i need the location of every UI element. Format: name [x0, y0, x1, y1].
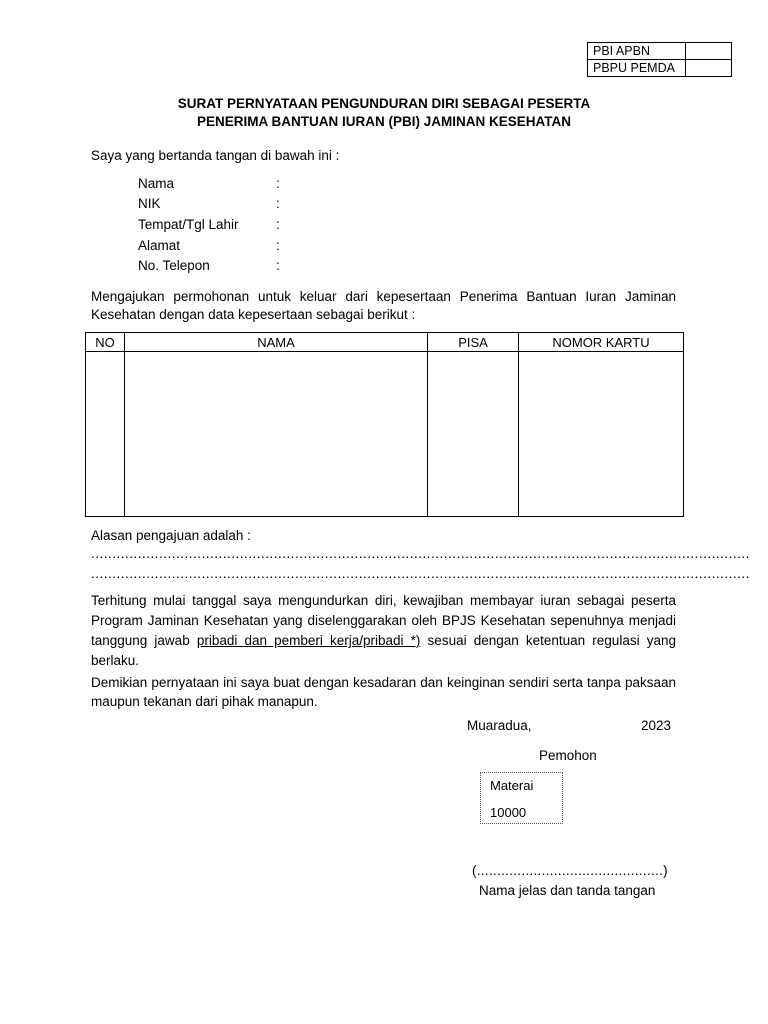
column-header-pisa: PISA [428, 333, 519, 352]
program-type-box [587, 42, 732, 77]
program-label: PBPU PEMDA [588, 60, 686, 77]
obligation-text: sesuai dengan ketentuan regulasi yang berlaku. [91, 633, 676, 668]
field-colon: : [276, 176, 280, 191]
table-cell-no[interactable] [86, 352, 125, 517]
document-title-line-2: PENERIMA BANTUAN IURAN (PBI) JAMINAN KESEHATAN [197, 114, 571, 129]
column-header-nomor-kartu: NOMOR KARTU [519, 333, 684, 352]
field-colon: : [276, 196, 280, 211]
materai-label: Materai [490, 778, 534, 793]
signature-name-line[interactable]: (..............................................) [472, 863, 668, 878]
reason-line-1[interactable]: ........................................................................................................................................................... [91, 546, 750, 561]
obligation-underlined-text: pribadi dan pemberi kerja/pribadi *) [196, 633, 421, 648]
field-colon: : [276, 238, 280, 253]
table-row [86, 352, 684, 517]
signature-year: 2023 [641, 718, 672, 733]
table-cell-nama[interactable] [125, 352, 428, 517]
program-checkbox[interactable] [686, 60, 732, 77]
table-header-row [86, 333, 684, 352]
table-cell-nomor-kartu[interactable] [519, 352, 684, 517]
field-label-ttl: Tempat/Tgl Lahir [138, 217, 239, 232]
table-cell-pisa[interactable] [428, 352, 519, 517]
reason-label: Alasan pengajuan adalah : [91, 528, 251, 543]
closing-paragraph: Demikian pernyataan ini saya buat dengan kesadaran dan keinginan sendiri serta tanpa paksaan maupun tekanan dari pihak manapun. [91, 675, 676, 709]
column-header-no: NO [86, 333, 125, 352]
program-row-pbpu-pemda [588, 60, 732, 77]
membership-data-table [85, 332, 684, 517]
signature-role: Pemohon [539, 748, 597, 763]
field-label-nik: NIK [138, 196, 161, 211]
field-label-nama: Nama [138, 176, 175, 191]
signature-place: Muaradua, [467, 718, 532, 733]
request-paragraph: Mengajukan permohonan untuk keluar dari kepesertaan Penerima Bantuan Iuran Jaminan Kesehatan dengan data kepesertaan sebagai berikut : [91, 289, 676, 322]
signature-caption: Nama jelas dan tanda tangan [479, 883, 656, 898]
field-label-alamat: Alamat [138, 238, 181, 253]
obligation-paragraph [91, 591, 676, 671]
program-checkbox[interactable] [686, 43, 732, 60]
obligation-text: Terhitung mulai tanggal saya mengundurkan diri, kewajiban membayar iuran sebagai peserta Program Jaminan Kesehatan yang diselenggarakan oleh BPJS Kesehatan sepenuhnya menjadi tanggung jawab [91, 593, 676, 648]
materai-stamp-box [480, 772, 563, 824]
materai-value: 10000 [490, 805, 527, 820]
program-label: PBI APBN [588, 43, 686, 60]
document-title-line-1: SURAT PERNYATAAN PENGUNDURAN DIRI SEBAGAI PESERTA [177, 96, 591, 111]
field-colon: : [276, 217, 280, 232]
reason-line-2[interactable]: ........................................................................................................................................................... [91, 566, 750, 581]
column-header-nama: NAMA [125, 333, 428, 352]
intro-text: Saya yang bertanda tangan di bawah ini : [91, 148, 340, 163]
program-row-pbi-apbn [588, 43, 732, 60]
field-colon: : [276, 258, 280, 273]
field-label-telepon: No. Telepon [138, 258, 210, 273]
